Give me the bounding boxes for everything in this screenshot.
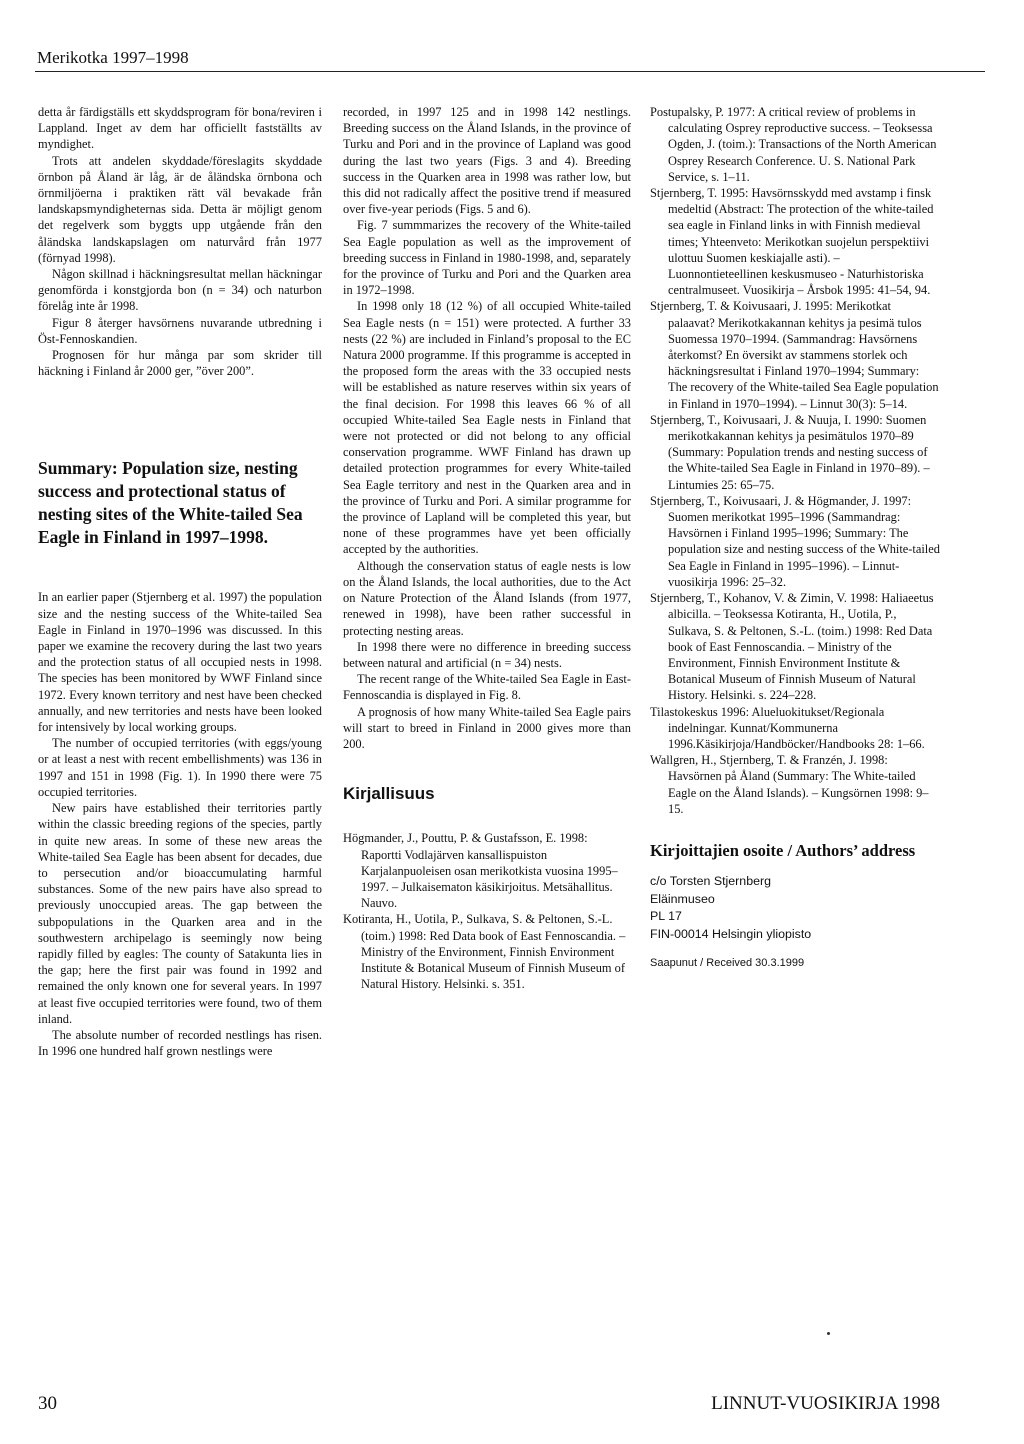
reference-item: Stjernberg, T. & Koivusaari, J. 1995: Merikotkat palaavat? Merikotkakannan kehitys ja pesimä tulos Suomessa 1970–1994. (Sammandrag: Havsörnens återkomst? En översikt av stammens storlek och häckningsresultat i Finland 1970–1994; Summary: The recovery of the White-tailed Sea Eagle population in Finland in 1970–1994). – Linnut 30(3): 5–14. [650, 299, 939, 411]
paragraph: Fig. 7 summmarizes the recovery of the White-tailed Sea Eagle population as well as the improvement of breeding success in Finland in 1980-1998, and, separately for the province of Turku and Pori and the Quarken area in 1972–1998. [343, 218, 631, 298]
reference-item: Stjernberg, T., Koivusaari, J. & Högmander, J. 1997: Suomen merikotkat 1995–1996 (Sammandrag: Havsörnen i Finland 1995–1996; Summary: The population size and nesting success of the White-tailed Sea Eagle in Finland in 1995–1996). – Linnut-vuosikirja 1996: 25–32. [650, 493, 940, 589]
references-heading: Kirjallisuus [343, 784, 435, 804]
address-line: PL 17 [650, 909, 682, 924]
header-rule [35, 71, 985, 72]
running-title: Merikotka 1997–1998 [37, 48, 189, 67]
column-middle [343, 104, 631, 992]
page-number: 30 [38, 1393, 57, 1414]
paragraph: Någon skillnad i häckningsresultat mellan häckningar genomförda i konstgjorda bon (n = 34) och naturbon förelåg inte år 1998. [38, 267, 322, 314]
paragraph: In 1998 there were no difference in breeding success between natural and artificial (n = 34) nests. [343, 639, 631, 670]
summary-heading: Summary: Population size, nesting success and protectional status of nesting sites of the White-tailed Sea Eagle in Finland in 1997–1998. [38, 458, 303, 548]
paragraph: The absolute number of recorded nestlings has risen. In 1996 one hundred half grown nestlings were [38, 1027, 322, 1059]
received-date: Saapunut / Received 30.3.1999 [650, 957, 805, 970]
reference-item: Stjernberg, T. 1995: Havsörnsskydd med avstamp i finsk medeltid (Abstract: The protection of the white-tailed sea eagle in Finland links in with Finnish medieval times; Yhteenveto: Merikotkan suojelun perspektiivi ulottuu Suomen keskiajalle asti). – Luonnontieteellinen keskusmuseo - Naturhistoriska centralmuseet. Vuosikirja – Årsbok 1995: 41–54, 94. [650, 186, 934, 298]
paragraph: In 1998 only 18 (12 %) of all occupied White-tailed Sea Eagle nests (n = 151) were protected. A further 33 nests (22 %) are included in Finland’s proposal to the EC Natura 2000 programme. If this programme is accepted in the proposed form the areas with the 33 occupied nests will be established as nature reserves within six years of the final decision. For 1998 this leaves 66 % of all occupied White-tailed Sea Eagle nests in Finland that were not protected or did not belong to any official conservation programme. WWF Finland has drawn up detailed protection programmes for every White-tailed Sea Eagle territory and nest in the Quarken area and in the province of Turku and Pori. A similar programme for the province of Lapland will be completed this year, but none of these programmes have yet been officially accepted by the authorities. [343, 299, 631, 557]
address-line: Eläinmuseo [650, 891, 715, 906]
paragraph: In an earlier paper (Stjernberg et al. 1997) the population size and the nesting success of the White-tailed Sea Eagle in Finland in 1970–1996 was discussed. In this paper we examine the recovery during the last two years and the protection status of all occupied nests in 1998. The species has been monitored by WWF Finland since 1972. Every known territory and nest have been checked annually, and new territories and nests have been looked for intensively by local working groups. [38, 590, 322, 735]
reference-item: Wallgren, H., Stjernberg, T. & Franzén, J. 1998: Havsörnen på Åland (Summary: The White-tailed Eagle on the Åland Islands). – Kungsörnen 1998: 9–15. [650, 753, 929, 816]
paragraph: New pairs have established their territories partly within the classic breeding regions of the species, partly in quite new areas. In some of these new areas the White-tailed Sea Eagle has been absent for decades, due to persecution and/or bioaccumulating harmful substances. Some of the new pairs have also spread to previously unoccupied areas. The gap between the subpopulations in the Quarken area and in the southwestern archipelago is seemingly now being rapidly filled by eagles: The county of Satakunta lies in the gap; here the first pair was found in 1992 and remained the only known one for several years. In 1997 at least five occupied territories were found, two of them inland. [38, 801, 322, 1026]
stray-dot [827, 1332, 830, 1335]
paragraph: The recent range of the White-tailed Sea Eagle in East-Fennoscandia is displayed in Fig. 8. [343, 672, 631, 703]
reference-item: Postupalsky, P. 1977: A critical review of problems in calculating Osprey reproductive success. – Teoksessa Ogden, J. (toim.): Transactions of the North American Osprey Research Conference. U. S. National Park Service, s. 1–11. [650, 105, 937, 184]
paragraph: Although the conservation status of eagle nests is low on the Åland Islands, the local authorities, due to the Act on Nature Protection of the Åland Islands (from 1977, renewed in 1998), have been rather successful in protecting nesting areas. [343, 558, 631, 638]
reference-item: Stjernberg, T., Kohanov, V. & Zimin, V. 1998: Haliaeetus albicilla. – Teoksessa Kotiranta, H., Uotila, P., Sulkava, S. & Peltonen, S.-L. (toim.) 1998: Red Data book of East Fennoscandia. – Ministry of the Environment, Finnish Environment Institute & Botanical Museum of Finnish Museum of Natural History. Helsinki. s. 224–228. [650, 591, 934, 703]
address-line: FIN-00014 Helsingin yliopisto [650, 926, 812, 941]
paragraph: Trots att andelen skyddade/föreslagits skyddade örnbon på Åland är låg, är de åländska örnbona och örnmiljöerna i praktiken rätt väl bevakade från landskapsmyndigheternas sida. Detta är möjligt genom det regelverk som byggts upp utgående från den åländska landskapslagen om naturvård från 1977 (förnyad 1998). [38, 153, 322, 265]
journal-name: LINNUT-VUOSIKIRJA 1998 [711, 1393, 940, 1414]
address-heading: Kirjoittajien osoite / Authors’ address [650, 840, 916, 860]
paragraph: recorded, in 1997 125 and in 1998 142 nestlings. Breeding success on the Åland Islands, in the province of Turku and Pori and in the province of Lapland was good during the last two years (Figs. 3 and 4). Breeding success in the Quarken area in 1998 was rather low, but this did not radically affect the positive trend if measured over five-year periods (Figs. 5 and 6). [343, 105, 631, 217]
reference-item: Tilastokeskus 1996: Alueluokitukset/Regionala indelningar. Kunnat/Kommunerna 1996.Käsikirjoja/Handböcker/Handbooks 28: 1–66. [650, 704, 925, 751]
paragraph: A prognosis of how many White-tailed Sea Eagle pairs will start to breed in Finland in 2000 gives more than 200. [343, 704, 631, 751]
paragraph: The number of occupied territories (with eggs/young or at least a nest with recent embellishments) was 136 in 1997 and 151 in 1998 (Fig. 1). In 1990 there were 75 occupied territories. [38, 736, 322, 799]
column-right [650, 104, 940, 971]
paragraph: Prognosen för hur många par som skrider till häckning i Finland år 2000 ger, ”över 200”. [38, 348, 322, 379]
address-line: c/o Torsten Stjernberg [650, 874, 771, 889]
column-left [38, 104, 322, 1059]
reference-item: Stjernberg, T., Koivusaari, J. & Nuuja, I. 1990: Suomen merikotkakannan kehitys ja pesimätulos 1970–89 (Summary: Population trends and nesting success of the White-tailed Sea Eagle in Finland in 1970–89). – Lintumies 25: 65–75. [650, 412, 930, 492]
reference-item: Kotiranta, H., Uotila, P., Sulkava, S. & Peltonen, S.-L. (toim.) 1998: Red Data book of East Fennoscandia. – Ministry of the Environment, Finnish Environment Institute & Botanical Museum of Finnish Museum of Natural History. Helsinki. s. 351. [343, 912, 626, 992]
paragraph: detta år färdigställs ett skyddsprogram för bona/reviren i Lappland. Inget av dem har officiellt fastställts av myndighet. [38, 105, 322, 152]
reference-item: Högmander, J., Pouttu, P. & Gustafsson, E. 1998: Raportti Vodlajärven kansallispuiston Karjalanpuoleisen osan merikotkista vuosina 1995–1997. – Julkaisematon käsikirjoitus. Metsähallitus. Nauvo. [343, 831, 618, 911]
paragraph: Figur 8 återger havsörnens nuvarande utbredning i Öst-Fennoskandien. [38, 315, 322, 346]
